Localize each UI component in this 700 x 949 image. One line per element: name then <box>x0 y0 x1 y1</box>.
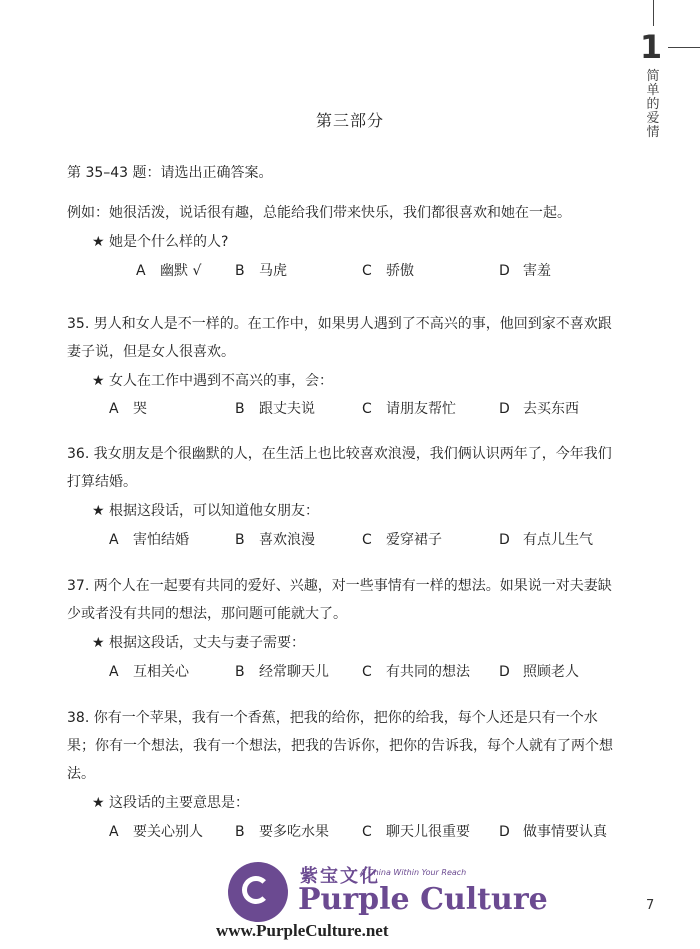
option-d: D 照顾老人 <box>499 664 579 680</box>
option-c: C 有共同的想法 <box>362 664 470 680</box>
question-37-text: 37. 两个人在一起要有共同的爱好、兴趣，对一些事情有一样的想法。如果说一对夫妻缺少或者没有共同的想法，那问题可能就大了。 <box>67 578 612 622</box>
option-c: C 聊天儿很重要 <box>362 824 470 840</box>
instruction: 第 35–43 题：请选出正确答案。 <box>67 165 273 181</box>
option-a: A 害怕结婚 <box>109 532 189 548</box>
option-b: B 跟丈夫说 <box>235 401 315 417</box>
watermark-cn-name: 紫宝文化 <box>300 866 380 887</box>
section-title: 第三部分 <box>315 111 384 130</box>
purple-culture-logo-icon <box>228 862 288 922</box>
question-38-prompt: ★ 这段话的主要意思是： <box>92 795 250 811</box>
option-a: A 要关心别人 <box>109 824 203 840</box>
question-36-options <box>67 529 627 549</box>
chapter-title: 简单的爱情 <box>646 69 660 140</box>
question-36-prompt: ★ 根据这段话，可以知道他女朋友： <box>92 503 320 519</box>
option-c: C 骄傲 <box>362 263 414 279</box>
question-36-text: 36. 我女朋友是个很幽默的人，在生活上也比较喜欢浪漫，我们俩认识两年了，今年我们打算结婚。 <box>67 446 612 490</box>
watermark-slogan: A China Within Your Reach <box>360 868 467 877</box>
example-question: ★ 她是个什么样的人? <box>92 234 229 250</box>
option-a: A 幽默 √ <box>136 263 202 279</box>
question-35-text: 35. 男人和女人是不一样的。在工作中，如果男人遇到了不高兴的事，他回到家不喜欢跟妻子说，但是女人很喜欢。 <box>67 316 612 360</box>
option-b: B 马虎 <box>235 263 287 279</box>
option-d: D 做事情要认真 <box>499 824 607 840</box>
option-a: A 哭 <box>109 401 147 417</box>
chapter-number: 1 <box>639 28 663 66</box>
watermark-url: www.PurpleCulture.net <box>216 921 389 940</box>
question-38-options <box>67 821 627 841</box>
option-d: D 害羞 <box>499 263 551 279</box>
option-b: B 经常聊天儿 <box>235 664 329 680</box>
chapter-rule-right <box>668 47 700 48</box>
page-number: 7 <box>646 898 655 913</box>
example-text: 例如：她很活泼，说话很有趣，总能给我们带来快乐，我们都很喜欢和她在一起。 <box>67 205 571 221</box>
question-38-text: 38. 你有一个苹果，我有一个香蕉，把我的给你，把你的给我，每个人还是只有一个水果；你有一个想法，我有一个想法，把我的告诉你，把你的告诉我，每个人就有了两个想法。 <box>67 710 613 782</box>
option-d: D 去买东西 <box>499 401 579 417</box>
question-37-prompt: ★ 根据这段话，丈夫与妻子需要： <box>92 635 306 651</box>
option-a: A 互相关心 <box>109 664 189 680</box>
option-d: D 有点儿生气 <box>499 532 593 548</box>
watermark-logo <box>228 858 548 928</box>
chapter-rule-top <box>653 0 654 26</box>
question-35-options <box>67 398 627 418</box>
option-c: C 请朋友帮忙 <box>362 401 456 417</box>
option-b: B 喜欢浪漫 <box>235 532 315 548</box>
question-35-prompt: ★ 女人在工作中遇到不高兴的事，会： <box>92 373 333 389</box>
question-37-options <box>67 661 627 681</box>
option-b: B 要多吃水果 <box>235 824 329 840</box>
example-options <box>67 260 627 280</box>
option-c: C 爱穿裙子 <box>362 532 442 548</box>
watermark-en-name: Purple Culture <box>298 882 548 917</box>
